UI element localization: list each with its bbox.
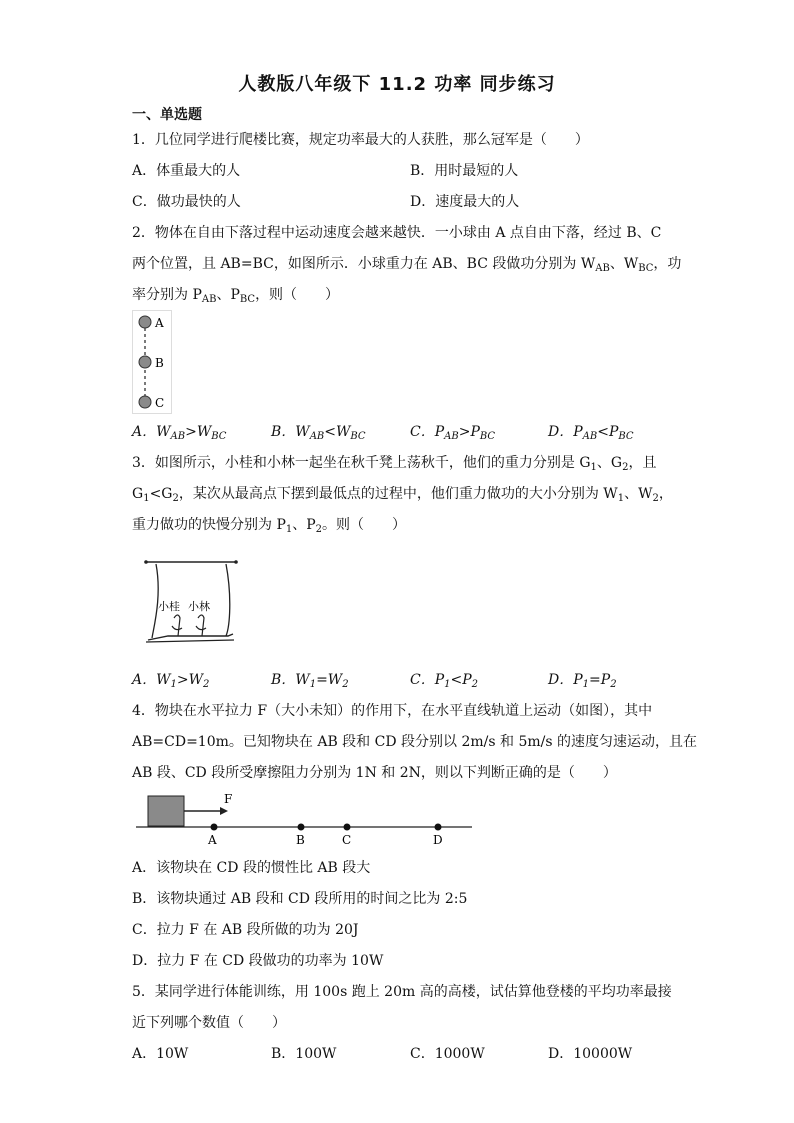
q3-option-d[interactable]: D．$P_1=P_2$ — [548, 672, 617, 690]
label-d: D — [433, 833, 443, 847]
q3-option-c[interactable]: C．$P_1<P_2$ — [410, 672, 479, 690]
label-xiaolin: 小林 — [188, 600, 210, 613]
question-2-line-2: 两个位置，且 AB=BC，如图所示．小球重力在 AB、BC 段做功分别为 $W_{AB}$、$W_{BC}$，功 — [132, 256, 682, 274]
question-4-line-2: AB=CD=10m。已知物块在 AB 段和 CD 段分别以 2m/s 和 5m/s 的速度匀速运动，且在 — [132, 734, 697, 750]
question-3-line-2: $G_1<G_2$，某次从最高点下摆到最低点的过程中，他们重力做功的大小分别为 $W_1$、$W_2$， — [132, 486, 673, 504]
question-2-line-1: 2．物体在自由下落过程中运动速度会越来越快．一小球由 A 点自由下落，经过 B、C — [132, 225, 662, 241]
label-xiaogui: 小桂 — [158, 600, 180, 613]
ball-a — [139, 316, 151, 328]
q4-option-a[interactable]: A．该物块在 CD 段的惯性比 AB 段大 — [132, 860, 371, 876]
q2-option-a[interactable]: A．$W_{AB}>W_{BC}$ — [132, 424, 227, 442]
label-a: A — [155, 316, 164, 330]
q2-option-c[interactable]: C．$P_{AB}>P_{BC}$ — [410, 424, 496, 442]
q3-option-b[interactable]: B．$W_1=W_2$ — [271, 672, 349, 690]
question-3-line-1: 3．如图所示，小桂和小林一起坐在秋千凳上荡秋千，他们的重力分别是 $G_1$、$G_2$，且 — [132, 455, 657, 473]
section-heading: 一、单选题 — [132, 107, 202, 123]
block — [148, 796, 184, 826]
q2-option-b[interactable]: B．$W_{AB}<W_{BC}$ — [271, 424, 366, 442]
q4-option-c[interactable]: C．拉力 F 在 AB 段所做的功为 20J — [132, 922, 359, 938]
question-4-line-1: 4．物块在水平拉力 F（大小未知）的作用下，在水平直线轨道上运动（如图），其中 — [132, 703, 653, 719]
q5-option-d[interactable]: D．10000W — [548, 1046, 633, 1062]
question-2-line-3: 率分别为 $P_{AB}$、$P_{BC}$，则（ ） — [132, 287, 340, 305]
q1-option-a[interactable]: A．体重最大的人 — [132, 163, 241, 179]
label-a: A — [208, 833, 217, 847]
question-3-line-3: 重力做功的快慢分别为 $P_1$、$P_2$。则（ ） — [132, 517, 407, 535]
question-5-line-1: 5．某同学进行体能训练，用 100s 跑上 20m 高的高楼，试估算他登楼的平均功率最接 — [132, 984, 672, 1000]
label-b: B — [155, 356, 164, 370]
question-4-line-3: AB 段、CD 段所受摩擦阻力分别为 1N 和 2N，则以下判断正确的是（ ） — [132, 765, 617, 781]
q2-option-d[interactable]: D．$P_{AB}<P_{BC}$ — [548, 424, 634, 442]
q5-option-c[interactable]: C．1000W — [410, 1046, 485, 1062]
q1-option-b[interactable]: B．用时最短的人 — [410, 163, 519, 179]
swing-figure — [138, 556, 242, 656]
question-1-text: 1．几位同学进行爬楼比赛，规定功率最大的人获胜，那么冠军是（ ） — [132, 132, 589, 148]
falling-ball-figure — [132, 310, 172, 414]
q5-option-b[interactable]: B．100W — [271, 1046, 337, 1062]
label-f: F — [224, 792, 233, 806]
q1-option-c[interactable]: C．做功最快的人 — [132, 194, 241, 210]
label-c: C — [342, 833, 352, 847]
q4-option-b[interactable]: B．该物块通过 AB 段和 CD 段所用的时间之比为 2:5 — [132, 891, 468, 907]
label-c: C — [155, 396, 165, 410]
ball-c — [139, 396, 151, 408]
q5-option-a[interactable]: A．10W — [132, 1046, 189, 1062]
label-b: B — [296, 833, 305, 847]
question-5-line-2: 近下列哪个数值（ ） — [132, 1015, 286, 1031]
q4-option-d[interactable]: D．拉力 F 在 CD 段做功的功率为 10W — [132, 953, 384, 969]
q1-option-d[interactable]: D．速度最大的人 — [410, 194, 520, 210]
ball-b — [139, 356, 151, 368]
block-track-figure — [136, 790, 476, 848]
page-title: 人教版八年级下 11.2 功率 同步练习 — [238, 74, 556, 95]
q3-option-a[interactable]: A．$W_1>W_2$ — [132, 672, 210, 690]
